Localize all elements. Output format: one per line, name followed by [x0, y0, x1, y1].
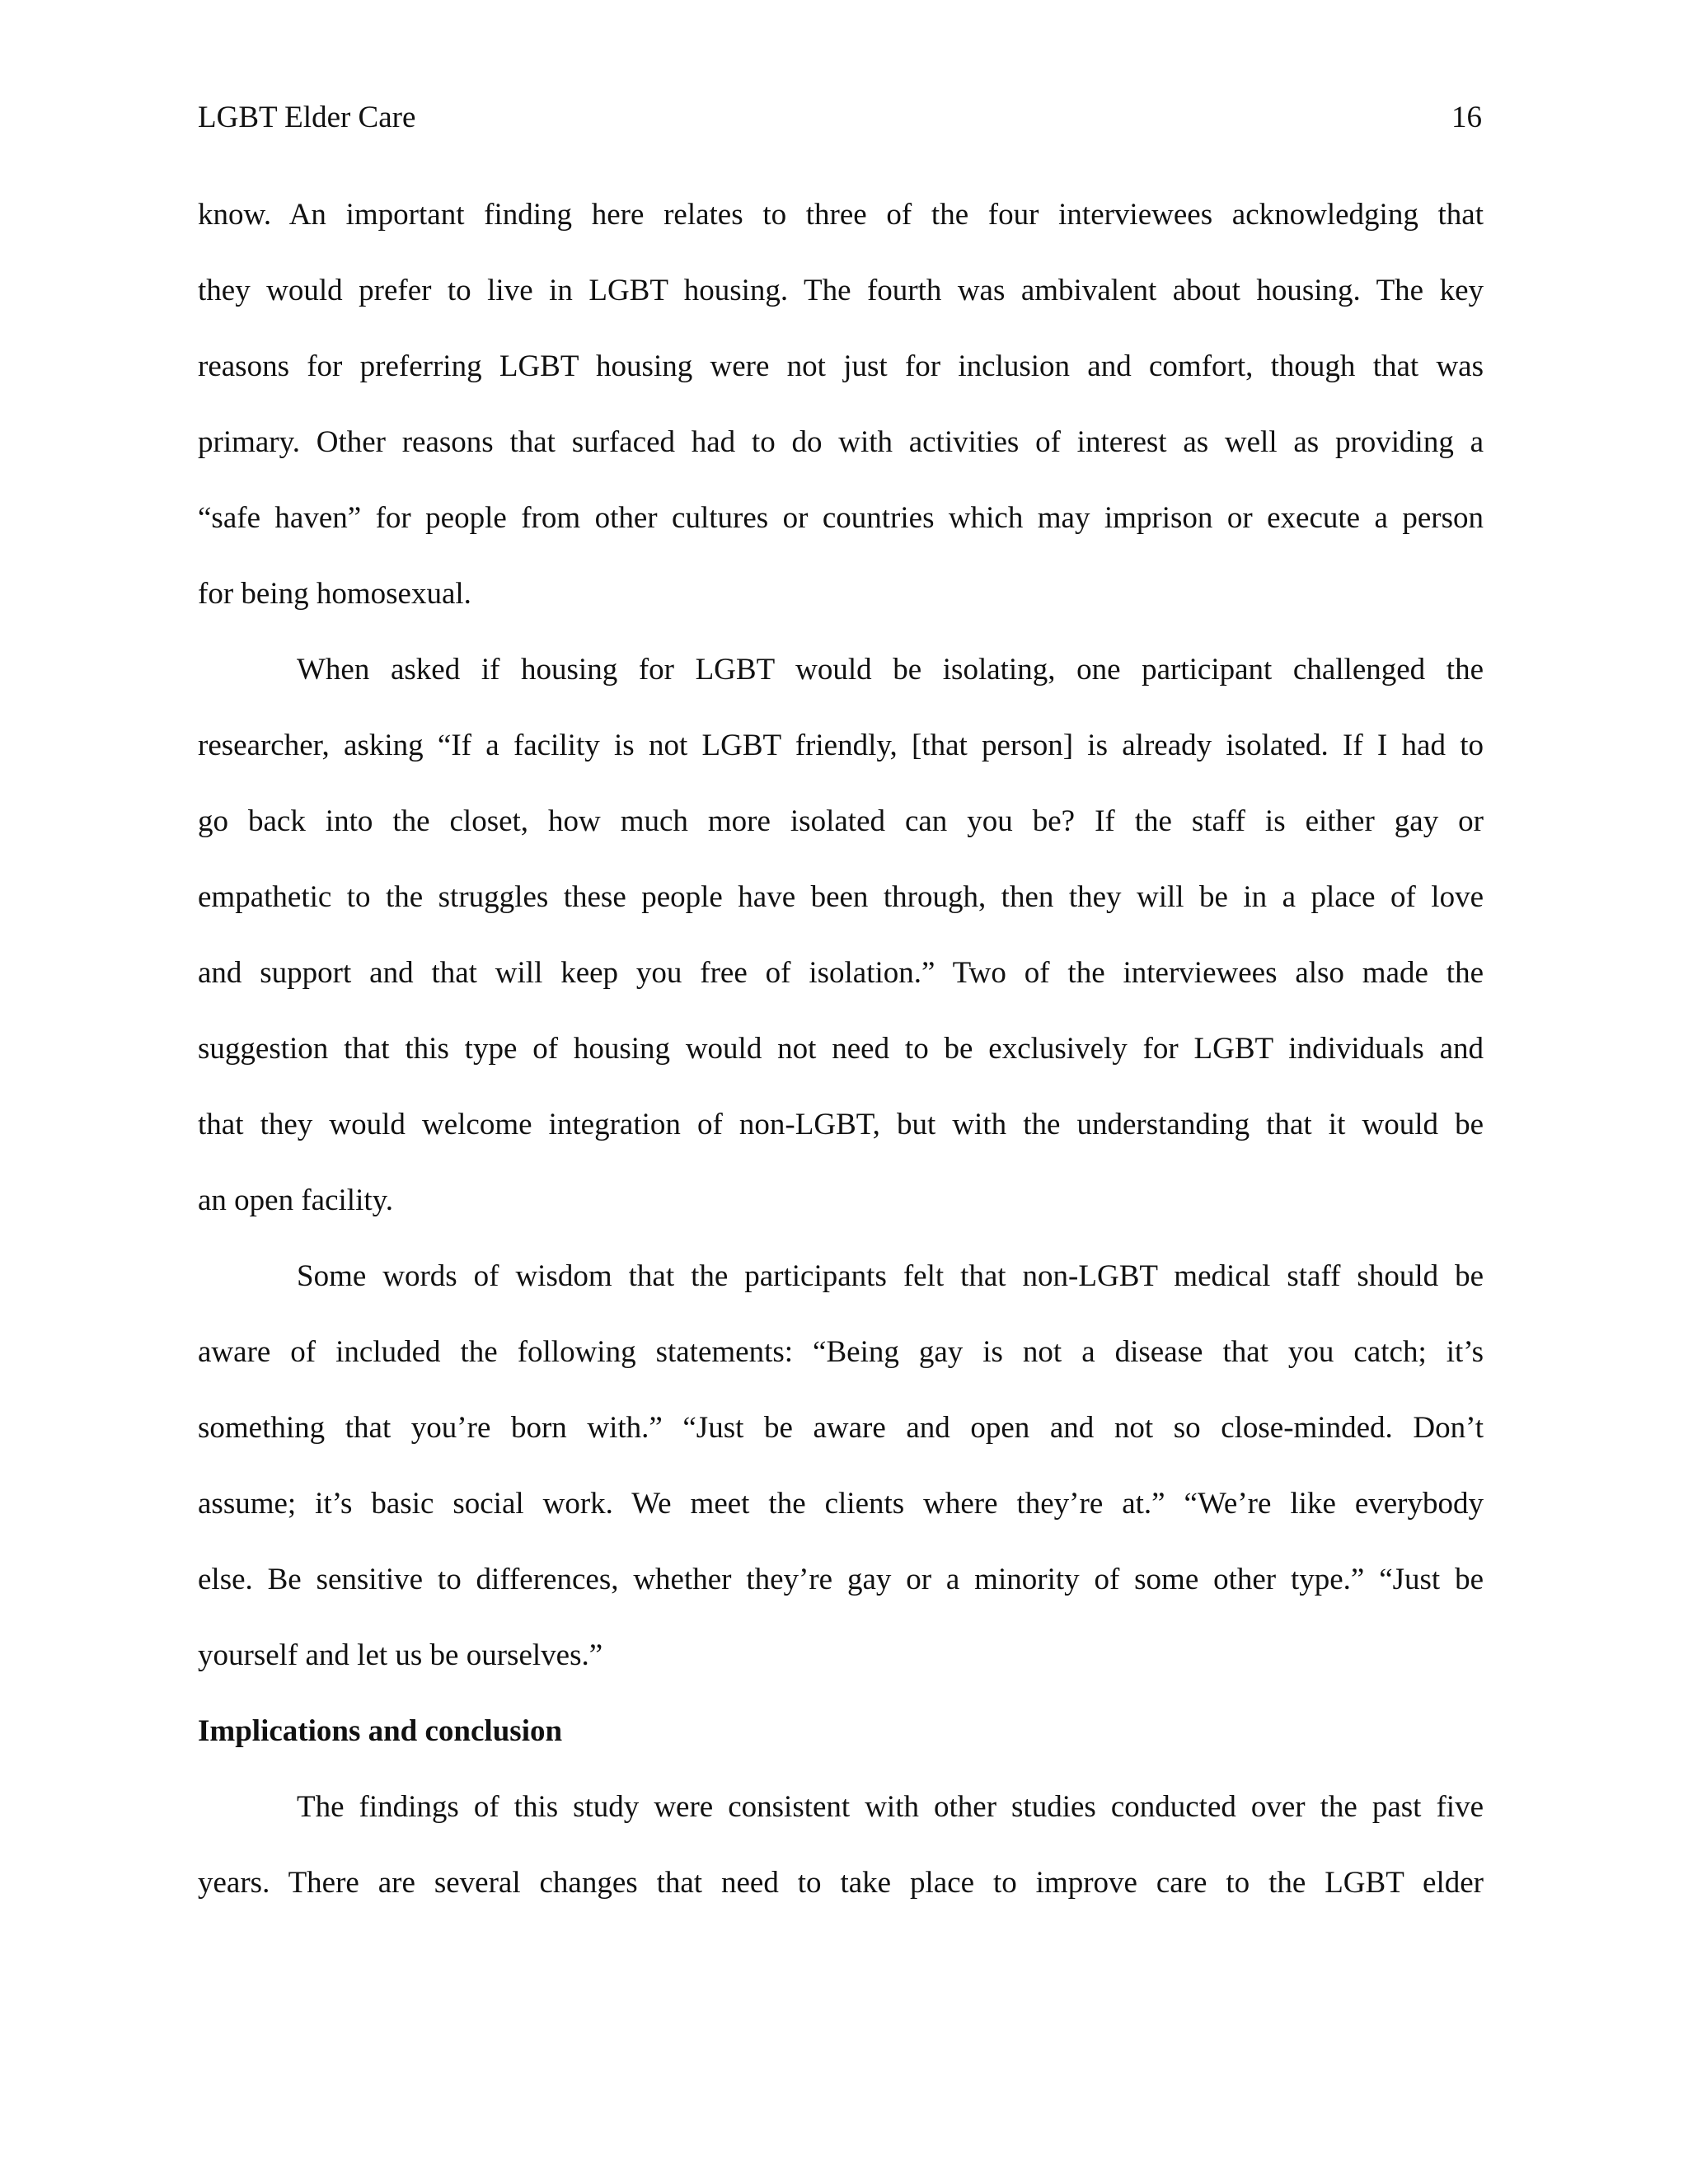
text-line: that they would welcome integration of non-LGBT, but with the understanding that it would be: [198, 1108, 1484, 1141]
text-line: When asked if housing for LGBT would be isolating, one participant challenged the: [297, 653, 1484, 687]
text-line: go back into the closet, how much more isolated can you be? If the staff is either gay or: [198, 804, 1484, 838]
text-line: an open facility.: [198, 1183, 393, 1217]
text-line: know. An important finding here relates to three of the four interviewees acknowledging that: [198, 198, 1484, 232]
text-line: The findings of this study were consistent with other studies conducted over the past five: [297, 1790, 1484, 1824]
text-line: something that you’re born with.” “Just be aware and open and not so close-minded. Don’t: [198, 1411, 1484, 1445]
text-line: aware of included the following statements: “Being gay is not a disease that you catch; it’s: [198, 1335, 1484, 1369]
page-number: 16: [1451, 101, 1482, 134]
running-head: [198, 97, 1482, 138]
text-line: suggestion that this type of housing would not need to be exclusively for LGBT individuals and: [198, 1032, 1484, 1066]
text-line: reasons for preferring LGBT housing were not just for inclusion and comfort, though that was: [198, 349, 1484, 383]
text-line: primary. Other reasons that surfaced had to do with activities of interest as well as providing a: [198, 425, 1484, 459]
text-line: empathetic to the struggles these people have been through, then they will be in a place of love: [198, 880, 1484, 914]
text-line: for being homosexual.: [198, 577, 471, 611]
section-heading: Implications and conclusion: [198, 1714, 563, 1748]
text-line: and support and that will keep you free of isolation.” Two of the interviewees also made the: [198, 956, 1484, 990]
text-line: years. There are several changes that need to take place to improve care to the LGBT elder: [198, 1866, 1484, 1900]
text-line: else. Be sensitive to differences, whether they’re gay or a minority of some other type.” “Just be: [198, 1563, 1484, 1596]
text-line: yourself and let us be ourselves.”: [198, 1638, 603, 1672]
text-line: Some words of wisdom that the participants felt that non-LGBT medical staff should be: [297, 1259, 1484, 1293]
text-line: “safe haven” for people from other cultures or countries which may imprison or execute a person: [198, 501, 1484, 535]
running-head-title: LGBT Elder Care: [198, 101, 416, 134]
text-line: assume; it’s basic social work. We meet the clients where they’re at.” “We’re like everybody: [198, 1487, 1484, 1521]
text-line: researcher, asking “If a facility is not LGBT friendly, [that person] is already isolated. If I had to: [198, 729, 1484, 762]
text-line: they would prefer to live in LGBT housing. The fourth was ambivalent about housing. The key: [198, 274, 1484, 307]
